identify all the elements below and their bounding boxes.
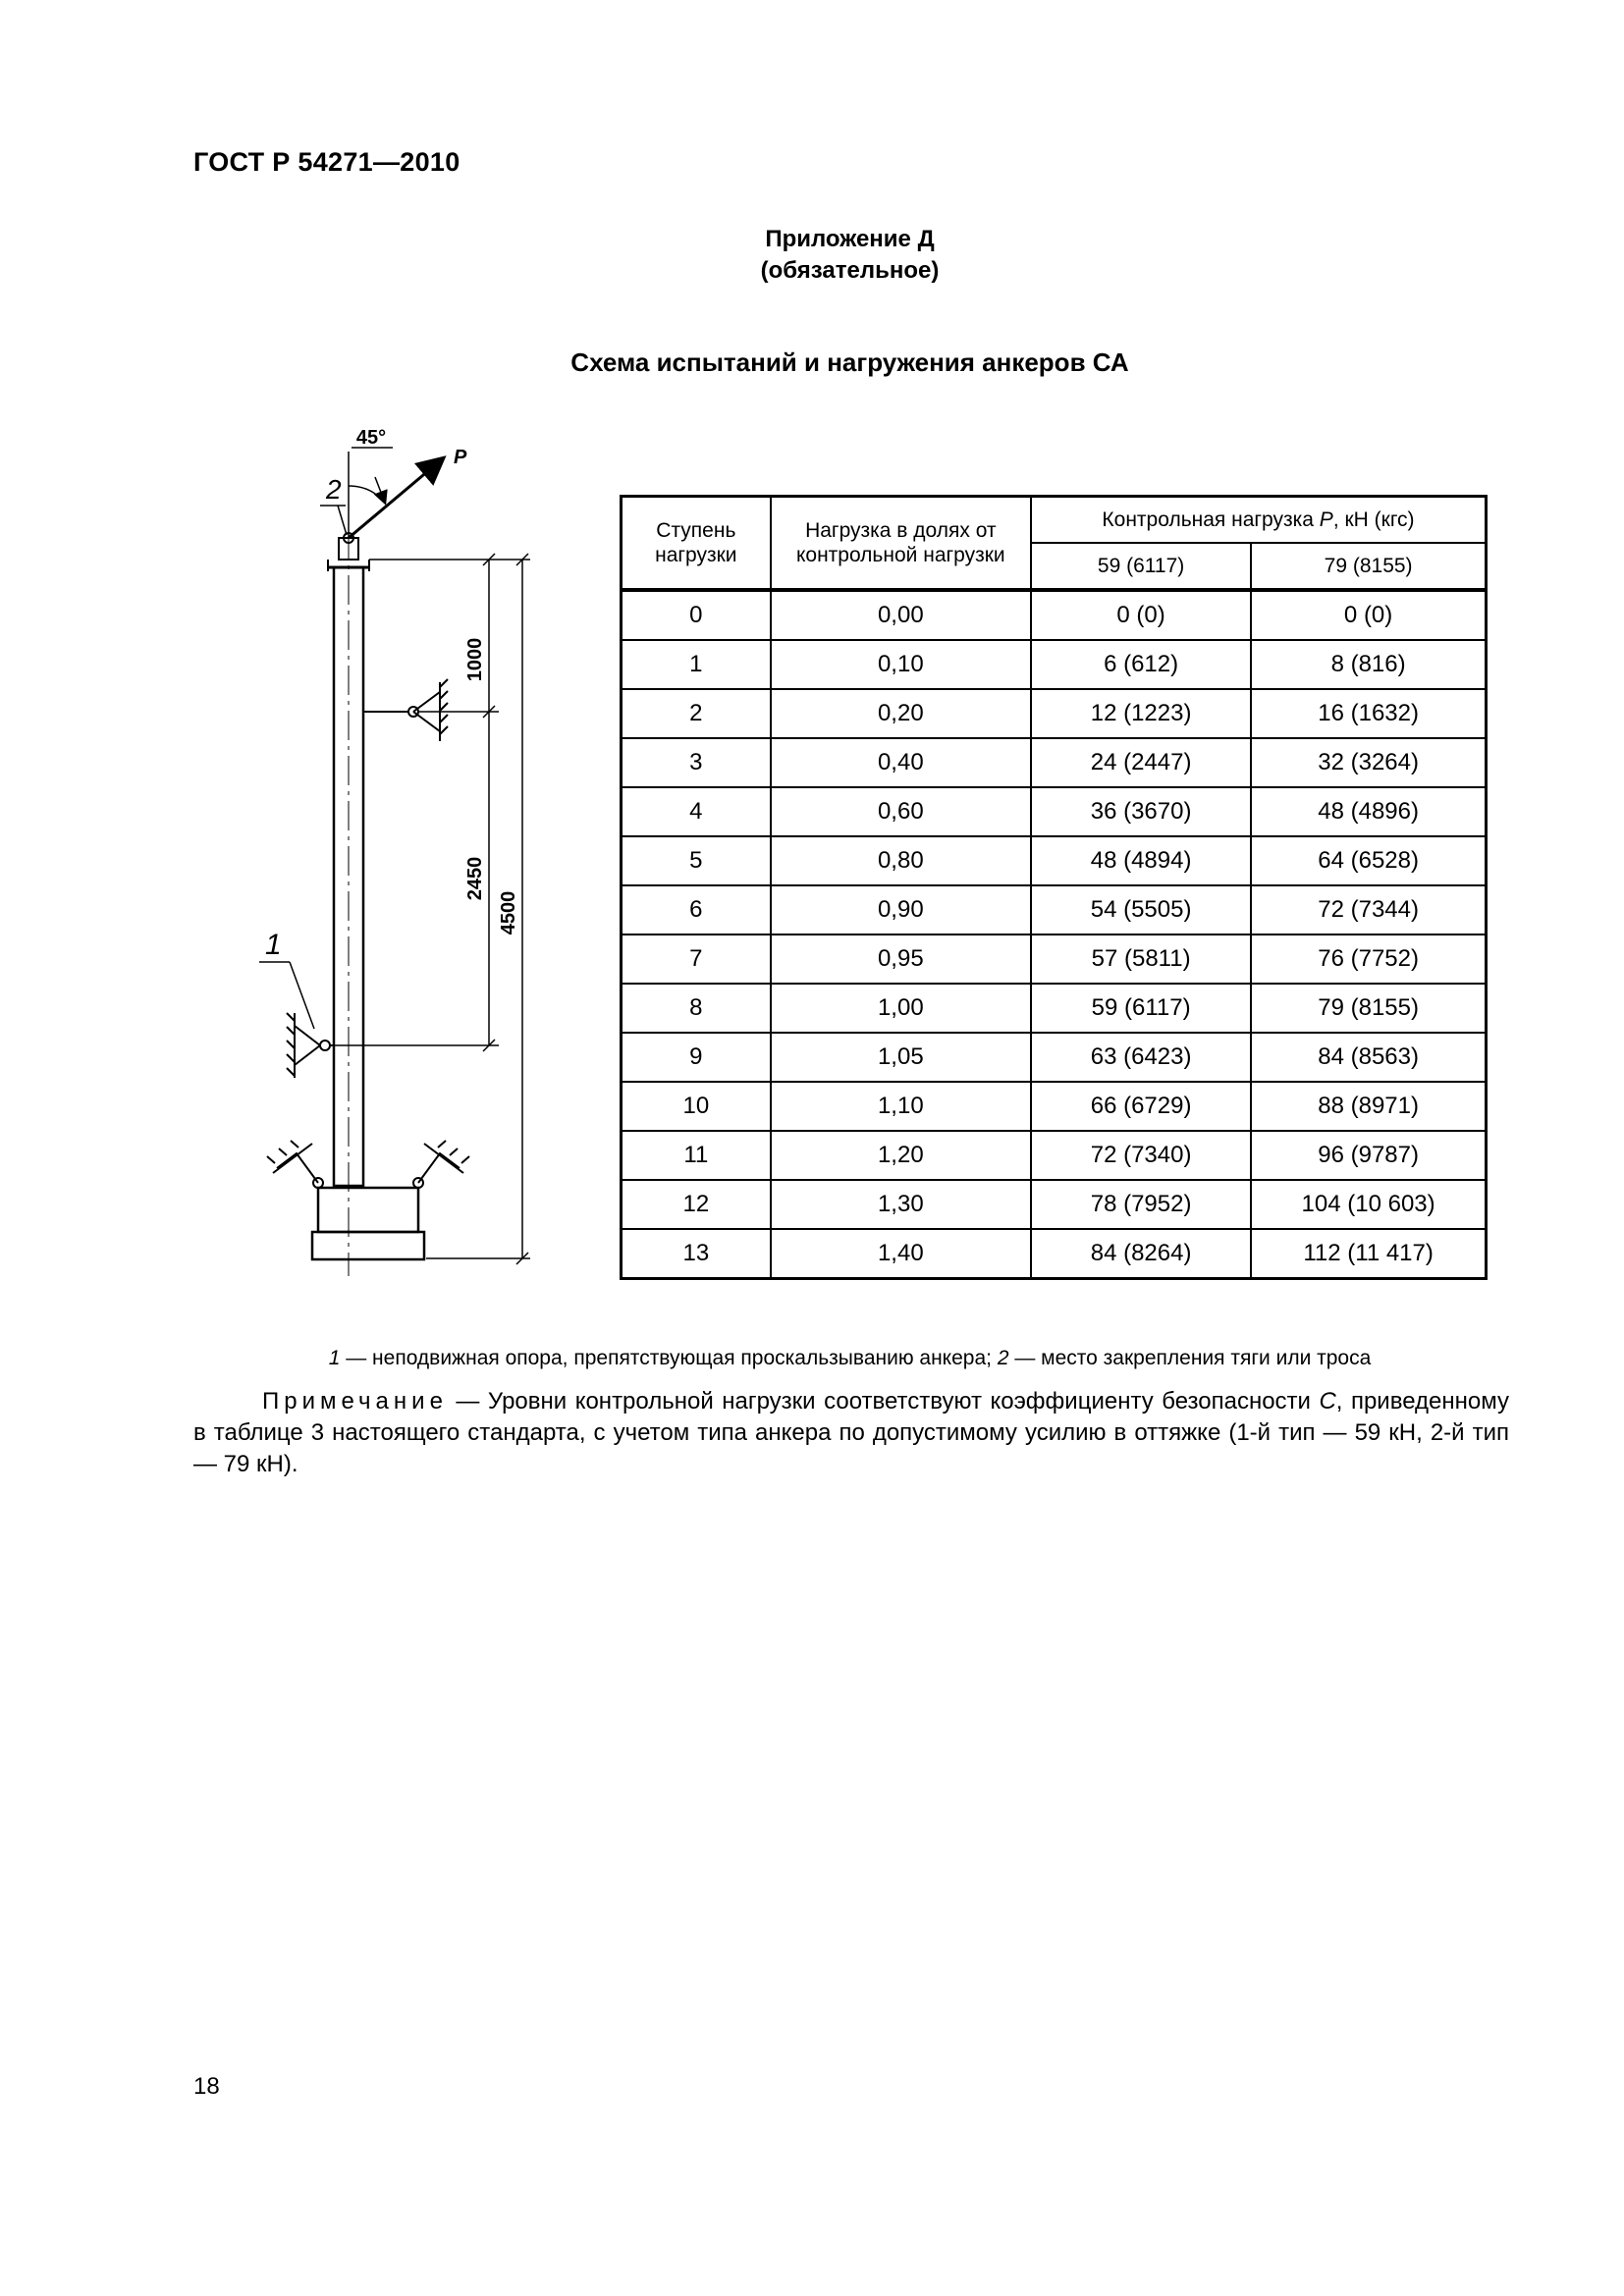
marker-2: 2	[326, 474, 342, 505]
scheme-svg	[245, 412, 560, 1276]
table-cell: 0 (0)	[1251, 590, 1486, 640]
table-cell: 84 (8264)	[1031, 1229, 1251, 1279]
table-cell: 0,60	[771, 787, 1031, 836]
table-cell: 9	[622, 1033, 771, 1082]
table-cell: 0,20	[771, 689, 1031, 738]
table-row	[622, 1033, 1487, 1082]
table-row	[622, 1180, 1487, 1229]
table-row	[622, 984, 1487, 1033]
table-cell: 104 (10 603)	[1251, 1180, 1486, 1229]
fixed-support	[287, 1013, 334, 1078]
legend-number-1: 1	[328, 1347, 341, 1369]
header-control-suffix: , кН (кгс)	[1332, 508, 1415, 531]
header-type-2: 79 (8155)	[1251, 543, 1486, 590]
table-cell: 0,80	[771, 836, 1031, 885]
table-cell: 16 (1632)	[1251, 689, 1486, 738]
table-cell: 32 (3264)	[1251, 738, 1486, 787]
table-cell: 5	[622, 836, 771, 885]
table-cell: 13	[622, 1229, 771, 1279]
table-cell: 48 (4894)	[1031, 836, 1251, 885]
header-load-share: Нагрузка в долях от контрольной нагрузки	[771, 497, 1031, 591]
table-cell: 1,10	[771, 1082, 1031, 1131]
page-number: 18	[193, 2073, 220, 2100]
appendix-title	[0, 224, 1624, 287]
note-text-b: , приведенному в таблице 3 настоящего стандарта, с учетом типа анкера по допустимому усилию в оттяжке (1-й тип — 59 кН, 2-й тип — 79 кН).	[193, 1388, 1509, 1477]
table-cell: 88 (8971)	[1251, 1082, 1486, 1131]
header-control-load	[1031, 497, 1487, 544]
figure-legend	[0, 1347, 1624, 1370]
base-blocks	[312, 1188, 424, 1259]
table-cell: 79 (8155)	[1251, 984, 1486, 1033]
header-type-1: 59 (6117)	[1031, 543, 1251, 590]
table-cell: 78 (7952)	[1031, 1180, 1251, 1229]
table-cell: 72 (7340)	[1031, 1131, 1251, 1180]
table-row	[622, 738, 1487, 787]
table-cell: 72 (7344)	[1251, 885, 1486, 934]
table-row	[622, 885, 1487, 934]
header-step: Ступень нагрузки	[622, 497, 771, 591]
table-cell: 1,40	[771, 1229, 1031, 1279]
table-row	[622, 787, 1487, 836]
top-fastening	[339, 452, 442, 560]
table-cell: 1,20	[771, 1131, 1031, 1180]
header-control-symbol: P	[1319, 508, 1333, 531]
table-cell: 1,05	[771, 1033, 1031, 1082]
table-cell: 1	[622, 640, 771, 689]
table-cell: 76 (7752)	[1251, 934, 1486, 984]
table-row	[622, 934, 1487, 984]
table-row	[622, 689, 1487, 738]
scheme-title: Схема испытаний и нагружения анкеров СА	[570, 347, 1129, 377]
dim-4500: 4500	[498, 890, 519, 935]
table-cell: 84 (8563)	[1251, 1033, 1486, 1082]
anchor-pole	[328, 530, 369, 1276]
marker-1: 1	[265, 929, 282, 961]
table-cell: 36 (3670)	[1031, 787, 1251, 836]
table-cell: 0 (0)	[1031, 590, 1251, 640]
table-cell: 11	[622, 1131, 771, 1180]
test-scheme-diagram	[245, 412, 560, 1276]
legend-text-1: — неподвижная опора, препятствующая проскальзыванию анкера;	[340, 1347, 998, 1369]
table-cell: 8 (816)	[1251, 640, 1486, 689]
table-cell: 24 (2447)	[1031, 738, 1251, 787]
table-cell: 12	[622, 1180, 771, 1229]
force-label: P	[454, 447, 467, 468]
appendix-status: (обязательное)	[760, 257, 940, 284]
table-cell: 112 (11 417)	[1251, 1229, 1486, 1279]
header-control-prefix: Контрольная нагрузка	[1102, 508, 1320, 531]
table-cell: 6	[622, 885, 771, 934]
appendix-label: Приложение Д	[765, 226, 935, 252]
note-symbol: С	[1319, 1388, 1336, 1415]
table-cell: 59 (6117)	[1031, 984, 1251, 1033]
document-header: ГОСТ Р 54271—2010	[193, 147, 460, 177]
upper-support	[364, 679, 448, 741]
dim-2450: 2450	[464, 856, 486, 901]
table-cell: 54 (5505)	[1031, 885, 1251, 934]
table-cell: 1,00	[771, 984, 1031, 1033]
table-cell: 1,30	[771, 1180, 1031, 1229]
table-cell: 8	[622, 984, 771, 1033]
table-cell: 4	[622, 787, 771, 836]
table-cell: 66 (6729)	[1031, 1082, 1251, 1131]
table-cell: 64 (6528)	[1251, 836, 1486, 885]
legend-text-2: — место закрепления тяги или троса	[1008, 1347, 1372, 1369]
table-row	[622, 1082, 1487, 1131]
table-cell: 10	[622, 1082, 771, 1131]
table-cell: 0,40	[771, 738, 1031, 787]
table-cell: 3	[622, 738, 771, 787]
table-cell: 0,10	[771, 640, 1031, 689]
table-row	[622, 640, 1487, 689]
table-body	[622, 590, 1487, 1279]
table-cell: 63 (6423)	[1031, 1033, 1251, 1082]
table-cell: 7	[622, 934, 771, 984]
table-cell: 12 (1223)	[1031, 689, 1251, 738]
legend-number-2: 2	[997, 1347, 1009, 1369]
table-cell: 0,95	[771, 934, 1031, 984]
table-row	[622, 1229, 1487, 1279]
dim-1000: 1000	[464, 637, 486, 682]
table-cell: 57 (5811)	[1031, 934, 1251, 984]
table-cell: 48 (4896)	[1251, 787, 1486, 836]
table-cell: 2	[622, 689, 771, 738]
note-label: Примечание	[262, 1388, 448, 1415]
note-text-a: — Уровни контрольной нагрузки соответствуют коэффициенту безопасности	[447, 1388, 1320, 1415]
table-cell: 0	[622, 590, 771, 640]
table-row	[622, 836, 1487, 885]
angle-label: 45°	[355, 427, 387, 449]
loading-table	[620, 495, 1488, 1280]
table-row	[622, 1131, 1487, 1180]
bottom-supports	[267, 1141, 469, 1188]
table-cell: 0,00	[771, 590, 1031, 640]
note-paragraph	[193, 1386, 1509, 1480]
table-cell: 6 (612)	[1031, 640, 1251, 689]
table-row	[622, 590, 1487, 640]
table-cell: 96 (9787)	[1251, 1131, 1486, 1180]
table-cell: 0,90	[771, 885, 1031, 934]
